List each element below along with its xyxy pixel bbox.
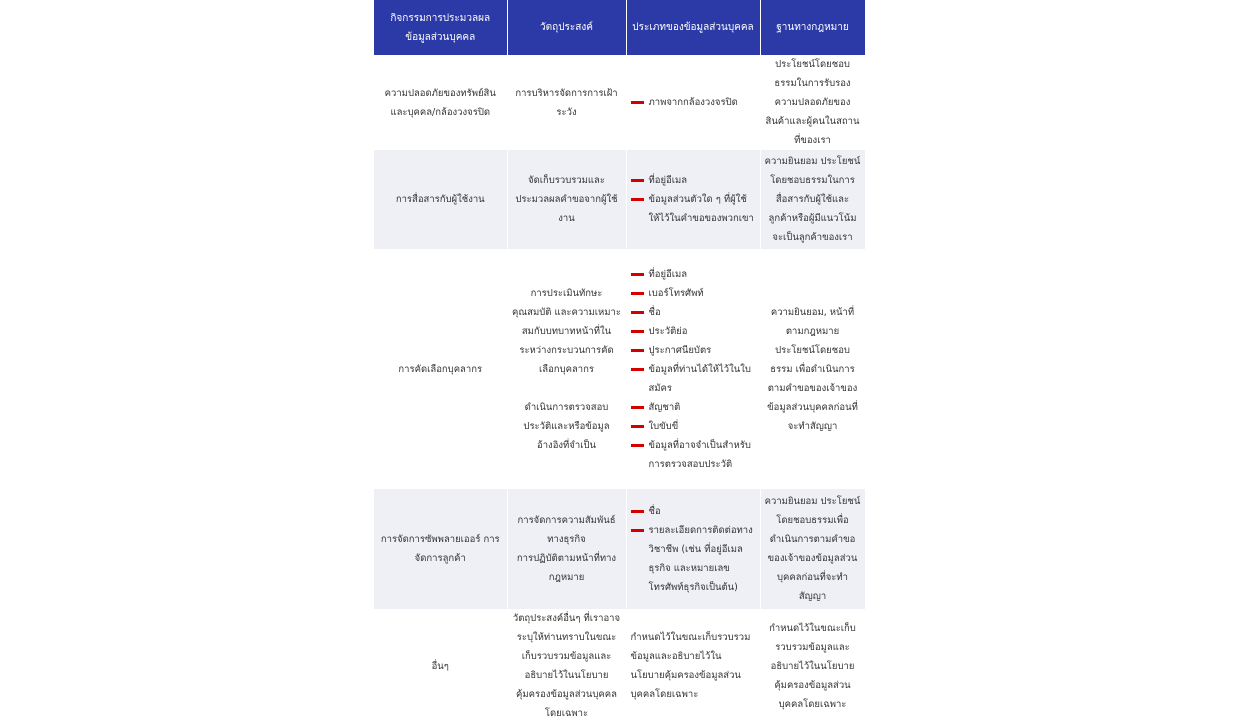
list-item: ที่อยู่อีเมล — [631, 265, 756, 284]
table-header-row — [374, 0, 865, 55]
purpose-cell — [507, 249, 626, 489]
activity-cell: อื่นๆ — [374, 609, 507, 723]
activity-cell: การสื่อสารกับผู้ใช้งาน — [374, 150, 507, 249]
data-types-list — [631, 171, 756, 228]
purpose-text: จัดเก็บรวบรวมและประมวลผลคำขอจากผู้ใช้งาน — [515, 175, 618, 224]
purpose-text: การประเมินทักษะ คุณสมบัติ และความเหมาะสมกับบทบาทหน้าที่ในระหว่างกระบวนการคัดเลือกบุคลากร — [512, 287, 621, 375]
list-item: ภาพจากกล้องวงจรปิด — [631, 93, 756, 112]
list-item: ข้อมูลส่วนตัวใด ๆ ที่ผู้ใช้ให้ไว้ในคำขอของพวกเขา — [631, 190, 756, 228]
data-types-list — [631, 265, 756, 474]
activity-cell: การจัดการซัพพลายเออร์ การจัดการลูกค้า — [374, 489, 507, 609]
list-item: ข้อมูลที่อาจจำเป็นสำหรับการตรวจสอบประวัติ — [631, 436, 756, 474]
list-item: สัญชาติ — [631, 398, 756, 417]
legal-basis-cell: ความยินยอม ประโยชน์โดยชอบธรรมเพื่อดำเนินการตามคำขอของเจ้าของข้อมูลส่วนบุคคลก่อนที่จะทำสัญญา — [760, 489, 865, 609]
list-item: เบอร์โทรศัพท์ — [631, 284, 756, 303]
list-item: ปูระกาศนียบัตร — [631, 341, 756, 360]
purpose-cell — [507, 150, 626, 249]
activity-cell: การคัดเลือกบุคลากร — [374, 249, 507, 489]
activity-cell: ความปลอดภัยของทรัพย์สินและบุคคล/กล้องวงจรปิด — [374, 55, 507, 150]
header-legal-basis: ฐานทางกฎหมาย — [760, 0, 865, 55]
data-types-list — [631, 502, 756, 597]
legal-basis-cell: ความยินยอม, หน้าที่ตามกฎหมาย ประโยชน์โดยชอบธรรม เพื่อดำเนินการตามคำขอของเจ้าของข้อมูลส่วนบุคคลก่อนที่จะทำสัญญา — [760, 249, 865, 489]
purpose-cell — [507, 609, 626, 723]
table-row — [374, 249, 865, 489]
data-types-list — [631, 93, 756, 112]
list-item: ใบขับขี่ — [631, 417, 756, 436]
legal-basis-cell: ความยินยอม ประโยชน์โดยชอบธรรมในการสื่อสารกับผู้ใช้และลูกค้าหรือผู้มีแนวโน้มจะเป็นลูกค้าของเรา — [760, 150, 865, 249]
data-types-cell — [626, 55, 760, 150]
table-row — [374, 150, 865, 249]
list-item: ที่อยู่อีเมล — [631, 171, 756, 190]
data-types-cell — [626, 489, 760, 609]
purpose-text: การบริหารจัดการการเฝ้าระวัง — [515, 87, 618, 118]
header-activity: กิจกรรมการประมวลผลข้อมูลส่วนบุคคล — [374, 0, 507, 55]
header-purpose: วัตถุประสงค์ — [507, 0, 626, 55]
list-item: ชื่อ — [631, 303, 756, 322]
purpose-cell — [507, 55, 626, 150]
table-row — [374, 489, 865, 609]
table-row — [374, 609, 865, 723]
data-types-cell — [626, 150, 760, 249]
list-item: รายละเอียดการติดต่อทางวิชาชีพ (เช่น ที่อยู่อีเมลธุรกิจ และหมายเลขโทรศัพท์ธุรกิจเป็นต้น) — [631, 521, 756, 597]
legal-basis-cell: ประโยชน์โดยชอบธรรมในการรับรองความปลอดภัยของสินค้าและผู้คนในสถานที่ของเรา — [760, 55, 865, 150]
table-row — [374, 55, 865, 150]
pdpa-processing-table — [374, 0, 866, 723]
data-types-cell: กำหนดไว้ในขณะเก็บรวบรวมข้อมูลและอธิบายไว้ในนโยบายคุ้มครองข้อมูลส่วนบุคคลโดยเฉพาะ — [626, 609, 760, 723]
list-item: ประวัติย่อ — [631, 322, 756, 341]
purpose-text: การจัดการความสัมพันธ์ทางธุรกิจ — [517, 515, 616, 545]
list-item: ชื่อ — [631, 502, 756, 521]
header-data-types: ประเภทของข้อมูลส่วนบุคคล — [626, 0, 760, 55]
purpose-text: การปฏิบัติตามหน้าที่ทางกฎหมาย — [516, 553, 617, 583]
purpose-cell — [507, 489, 626, 609]
data-types-cell — [626, 249, 760, 489]
list-item: ข้อมูลที่ท่านได้ให้ไว้ในใบสมัคร — [631, 360, 756, 398]
legal-basis-cell: กำหนดไว้ในขณะเก็บรวบรวมข้อมูลและอธิบายไว้ในนโยบายคุ้มครองข้อมูลส่วนบุคคลโดยเฉพาะ — [760, 609, 865, 723]
purpose-text: ดำเนินการตรวจสอบประวัติและหรือข้อมูลอ้างอิงที่จำเป็น — [523, 401, 610, 451]
purpose-text: วัตถุประสงค์อื่นๆ ที่เราอาจระบุให้ท่านทราบในขณะเก็บรวบรวมข้อมูลและอธิบายไว้ในนโยบายคุ้มครองข้อมูลส่วนบุคคลโดยเฉพาะ — [512, 613, 621, 719]
